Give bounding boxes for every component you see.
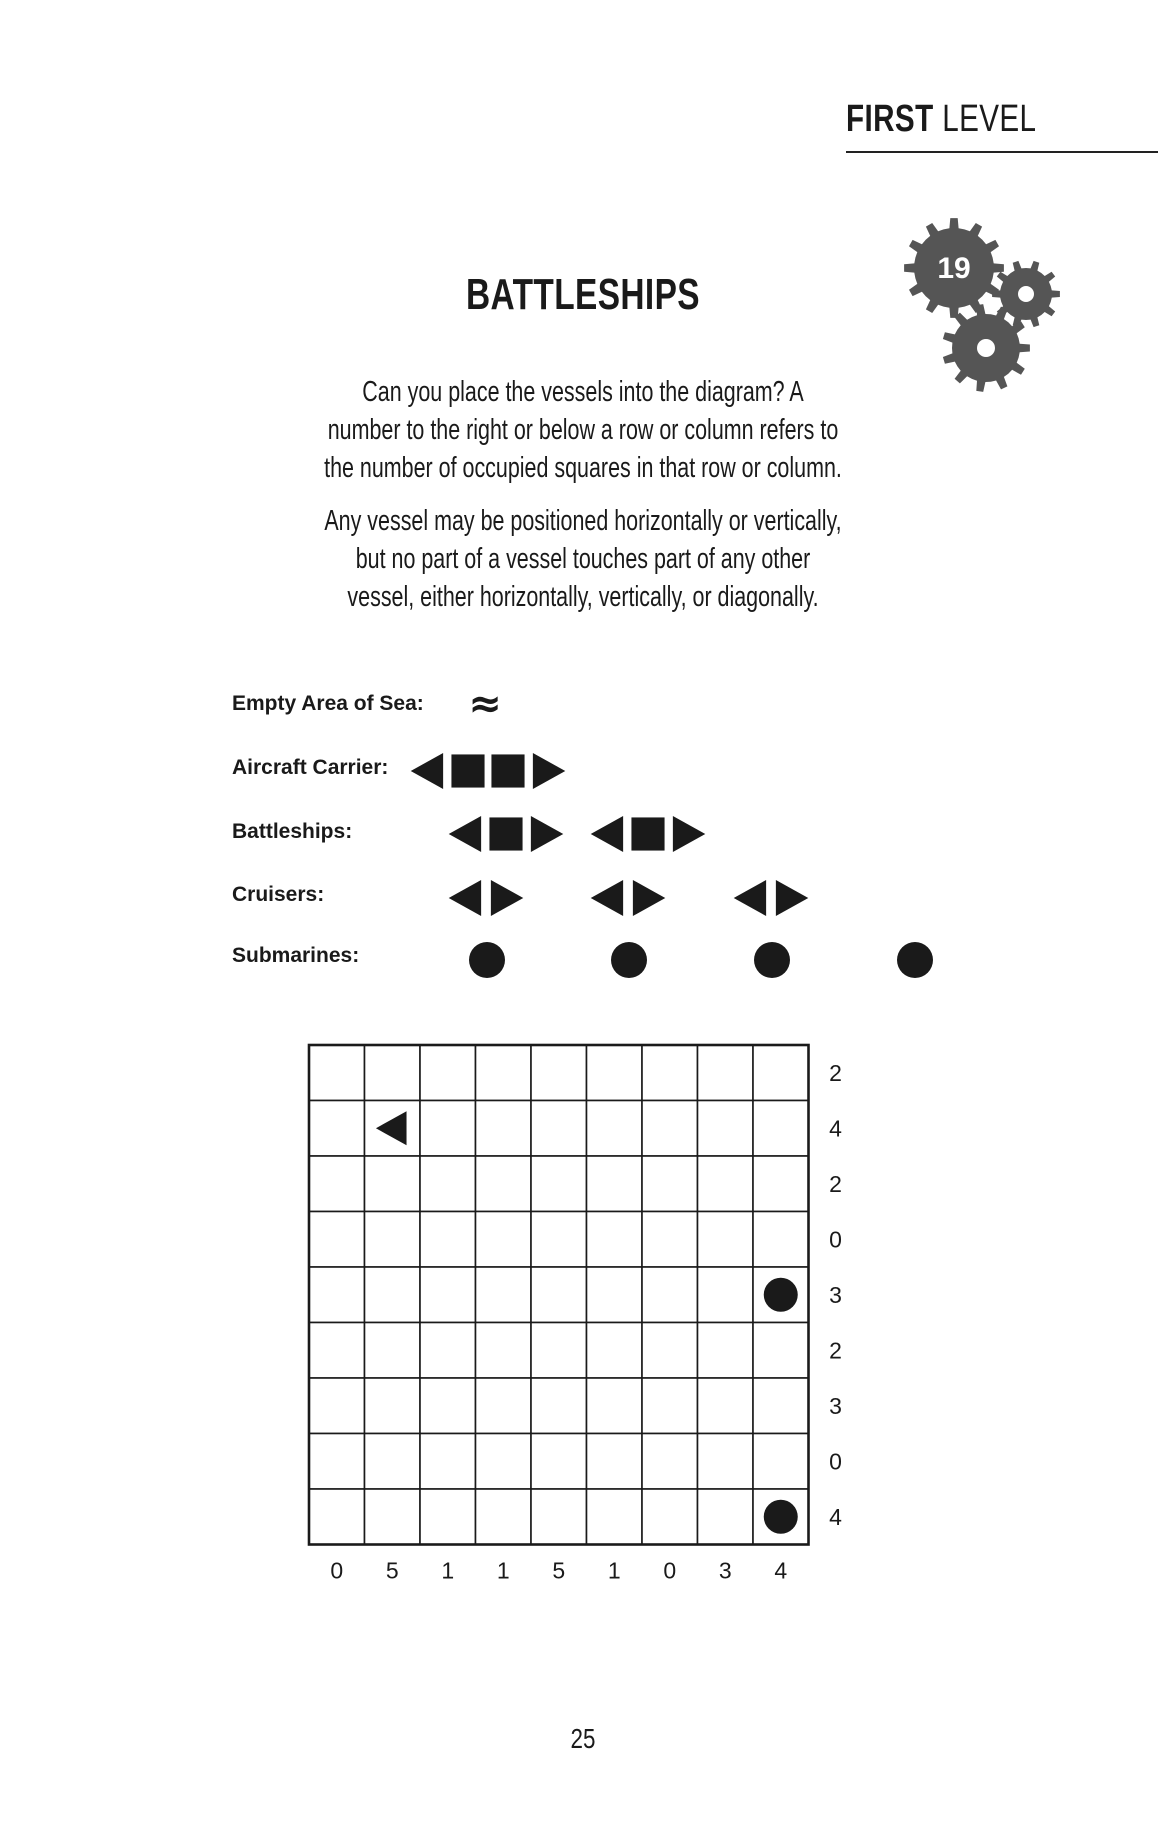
grid-cell-r7-c9[interactable] bbox=[753, 1378, 809, 1434]
grid-cell-r7-c5[interactable] bbox=[531, 1378, 587, 1434]
grid-cell-r3-c1[interactable] bbox=[309, 1156, 365, 1212]
column-clue: 0 bbox=[663, 1557, 677, 1584]
level-light: LEVEL bbox=[942, 98, 1037, 140]
row-clue: 2 bbox=[829, 1170, 842, 1197]
row-clue: 0 bbox=[829, 1448, 842, 1475]
column-clue: 5 bbox=[385, 1557, 399, 1584]
grid-cell-r8-c7[interactable] bbox=[642, 1434, 698, 1490]
grid-cell-r6-c2[interactable] bbox=[365, 1323, 421, 1379]
column-clue: 3 bbox=[718, 1557, 732, 1584]
row-clue: 4 bbox=[829, 1503, 842, 1530]
puzzle-number: 19 bbox=[937, 252, 971, 285]
grid-cell-r6-c3[interactable] bbox=[420, 1323, 476, 1379]
grid-cell-r6-c9[interactable] bbox=[753, 1323, 809, 1379]
wave-icon: ≈ bbox=[468, 681, 502, 727]
grid-cell-r9-c2[interactable] bbox=[365, 1489, 421, 1545]
given-submarine-icon bbox=[764, 1278, 798, 1312]
grid-cell-r4-c7[interactable] bbox=[642, 1212, 698, 1268]
grid-cell-r5-c8[interactable] bbox=[698, 1267, 754, 1323]
grid-cell-r2-c6[interactable] bbox=[587, 1101, 643, 1157]
legend-label-empty-sea: Empty Area of Sea: bbox=[232, 692, 424, 715]
grid-cell-r3-c3[interactable] bbox=[420, 1156, 476, 1212]
level-bold: FIRST bbox=[846, 98, 934, 140]
grid-cell-r8-c6[interactable] bbox=[587, 1434, 643, 1490]
column-clue: 1 bbox=[607, 1557, 621, 1584]
page-number: 25 bbox=[570, 1723, 596, 1754]
column-clue: 0 bbox=[330, 1557, 344, 1584]
grid-cell-r9-c5[interactable] bbox=[531, 1489, 587, 1545]
grid-cell-r2-c7[interactable] bbox=[642, 1101, 698, 1157]
grid-cell-r2-c9[interactable] bbox=[753, 1101, 809, 1157]
grid-cell-r4-c9[interactable] bbox=[753, 1212, 809, 1268]
grid-cell-r3-c4[interactable] bbox=[476, 1156, 532, 1212]
grid-cell-r4-c6[interactable] bbox=[587, 1212, 643, 1268]
grid-cell-r2-c3[interactable] bbox=[420, 1101, 476, 1157]
column-clue: 1 bbox=[441, 1557, 455, 1584]
grid-cell-r3-c2[interactable] bbox=[365, 1156, 421, 1212]
grid-cell-r4-c4[interactable] bbox=[476, 1212, 532, 1268]
grid-cell-r2-c5[interactable] bbox=[531, 1101, 587, 1157]
grid-cell-r8-c8[interactable] bbox=[698, 1434, 754, 1490]
grid-cell-r8-c3[interactable] bbox=[420, 1434, 476, 1490]
grid-cell-r2-c1[interactable] bbox=[309, 1101, 365, 1157]
grid-cell-r5-c4[interactable] bbox=[476, 1267, 532, 1323]
column-clue: 4 bbox=[774, 1557, 788, 1584]
grid-cell-r6-c6[interactable] bbox=[587, 1323, 643, 1379]
legend-label-cruisers: Cruisers: bbox=[232, 883, 325, 906]
grid-cell-r6-c5[interactable] bbox=[531, 1323, 587, 1379]
grid-cell-r9-c6[interactable] bbox=[587, 1489, 643, 1545]
grid-cell-r5-c3[interactable] bbox=[420, 1267, 476, 1323]
grid-cell-r5-c5[interactable] bbox=[531, 1267, 587, 1323]
grid-cell-r6-c1[interactable] bbox=[309, 1323, 365, 1379]
grid-cell-r7-c4[interactable] bbox=[476, 1378, 532, 1434]
row-clue: 4 bbox=[829, 1115, 842, 1142]
grid-cell-r4-c5[interactable] bbox=[531, 1212, 587, 1268]
given-submarine-icon bbox=[764, 1500, 798, 1534]
grid-cell-r9-c7[interactable] bbox=[642, 1489, 698, 1545]
grid-cell-r9-c4[interactable] bbox=[476, 1489, 532, 1545]
instructions-paragraph-1: Can you place the vessels into the diagram? A number to the right or below a row or column refers to the number of occupied squares in that row or column. bbox=[324, 376, 842, 484]
grid-cell-r6-c4[interactable] bbox=[476, 1323, 532, 1379]
grid-cell-r6-c7[interactable] bbox=[642, 1323, 698, 1379]
grid-cell-r3-c9[interactable] bbox=[753, 1156, 809, 1212]
column-clue: 1 bbox=[496, 1557, 510, 1584]
grid-cell-r1-c9[interactable] bbox=[753, 1045, 809, 1101]
column-clue: 5 bbox=[552, 1557, 566, 1584]
grid-cell-r4-c3[interactable] bbox=[420, 1212, 476, 1268]
grid-cell-r1-c8[interactable] bbox=[698, 1045, 754, 1101]
grid-cell-r3-c5[interactable] bbox=[531, 1156, 587, 1212]
grid-cell-r4-c1[interactable] bbox=[309, 1212, 365, 1268]
grid-cell-r7-c3[interactable] bbox=[420, 1378, 476, 1434]
grid-cell-r7-c7[interactable] bbox=[642, 1378, 698, 1434]
grid-cell-r7-c8[interactable] bbox=[698, 1378, 754, 1434]
grid-cell-r9-c3[interactable] bbox=[420, 1489, 476, 1545]
grid-cell-r3-c6[interactable] bbox=[587, 1156, 643, 1212]
row-clue: 2 bbox=[829, 1337, 842, 1364]
grid-cell-r1-c4[interactable] bbox=[476, 1045, 532, 1101]
grid-cell-r5-c7[interactable] bbox=[642, 1267, 698, 1323]
grid-cell-r6-c8[interactable] bbox=[698, 1323, 754, 1379]
row-clue: 2 bbox=[829, 1059, 842, 1086]
grid-cell-r1-c1[interactable] bbox=[309, 1045, 365, 1101]
grid-cell-r7-c1[interactable] bbox=[309, 1378, 365, 1434]
grid-cell-r2-c8[interactable] bbox=[698, 1101, 754, 1157]
row-clue: 3 bbox=[829, 1392, 842, 1419]
grid-cell-r9-c8[interactable] bbox=[698, 1489, 754, 1545]
grid-cell-r8-c4[interactable] bbox=[476, 1434, 532, 1490]
grid-cell-r1-c7[interactable] bbox=[642, 1045, 698, 1101]
legend-label-aircraft-carrier: Aircraft Carrier: bbox=[232, 756, 389, 779]
grid-cell-r4-c2[interactable] bbox=[365, 1212, 421, 1268]
grid-cell-r5-c2[interactable] bbox=[365, 1267, 421, 1323]
grid-cell-r8-c1[interactable] bbox=[309, 1434, 365, 1490]
grid-cell-r1-c6[interactable] bbox=[587, 1045, 643, 1101]
grid-cell-r4-c8[interactable] bbox=[698, 1212, 754, 1268]
row-clue: 3 bbox=[829, 1281, 842, 1308]
grid-cell-r1-c2[interactable] bbox=[365, 1045, 421, 1101]
grid-cell-r8-c2[interactable] bbox=[365, 1434, 421, 1490]
grid-cell-r5-c6[interactable] bbox=[587, 1267, 643, 1323]
grid-cell-r7-c6[interactable] bbox=[587, 1378, 643, 1434]
grid-cell-r8-c9[interactable] bbox=[753, 1434, 809, 1490]
legend-label-battleships: Battleships: bbox=[232, 820, 353, 843]
grid-cell-r8-c5[interactable] bbox=[531, 1434, 587, 1490]
puzzle-title: BATTLESHIPS bbox=[466, 270, 700, 319]
grid-cell-r5-c1[interactable] bbox=[309, 1267, 365, 1323]
grid-cell-r1-c3[interactable] bbox=[420, 1045, 476, 1101]
grid-cell-r2-c4[interactable] bbox=[476, 1101, 532, 1157]
grid-cell-r1-c5[interactable] bbox=[531, 1045, 587, 1101]
instructions-paragraph-2: Any vessel may be positioned horizontally or vertically, but no part of a vessel touches part of any other vessel, either horizontally, vertically, or diagonally. bbox=[324, 505, 842, 613]
grid-cell-r9-c1[interactable] bbox=[309, 1489, 365, 1545]
grid-cell-r7-c2[interactable] bbox=[365, 1378, 421, 1434]
grid-cell-r3-c8[interactable] bbox=[698, 1156, 754, 1212]
legend-label-submarines: Submarines: bbox=[232, 944, 360, 967]
row-clue: 0 bbox=[829, 1226, 842, 1253]
grid-cell-r3-c7[interactable] bbox=[642, 1156, 698, 1212]
